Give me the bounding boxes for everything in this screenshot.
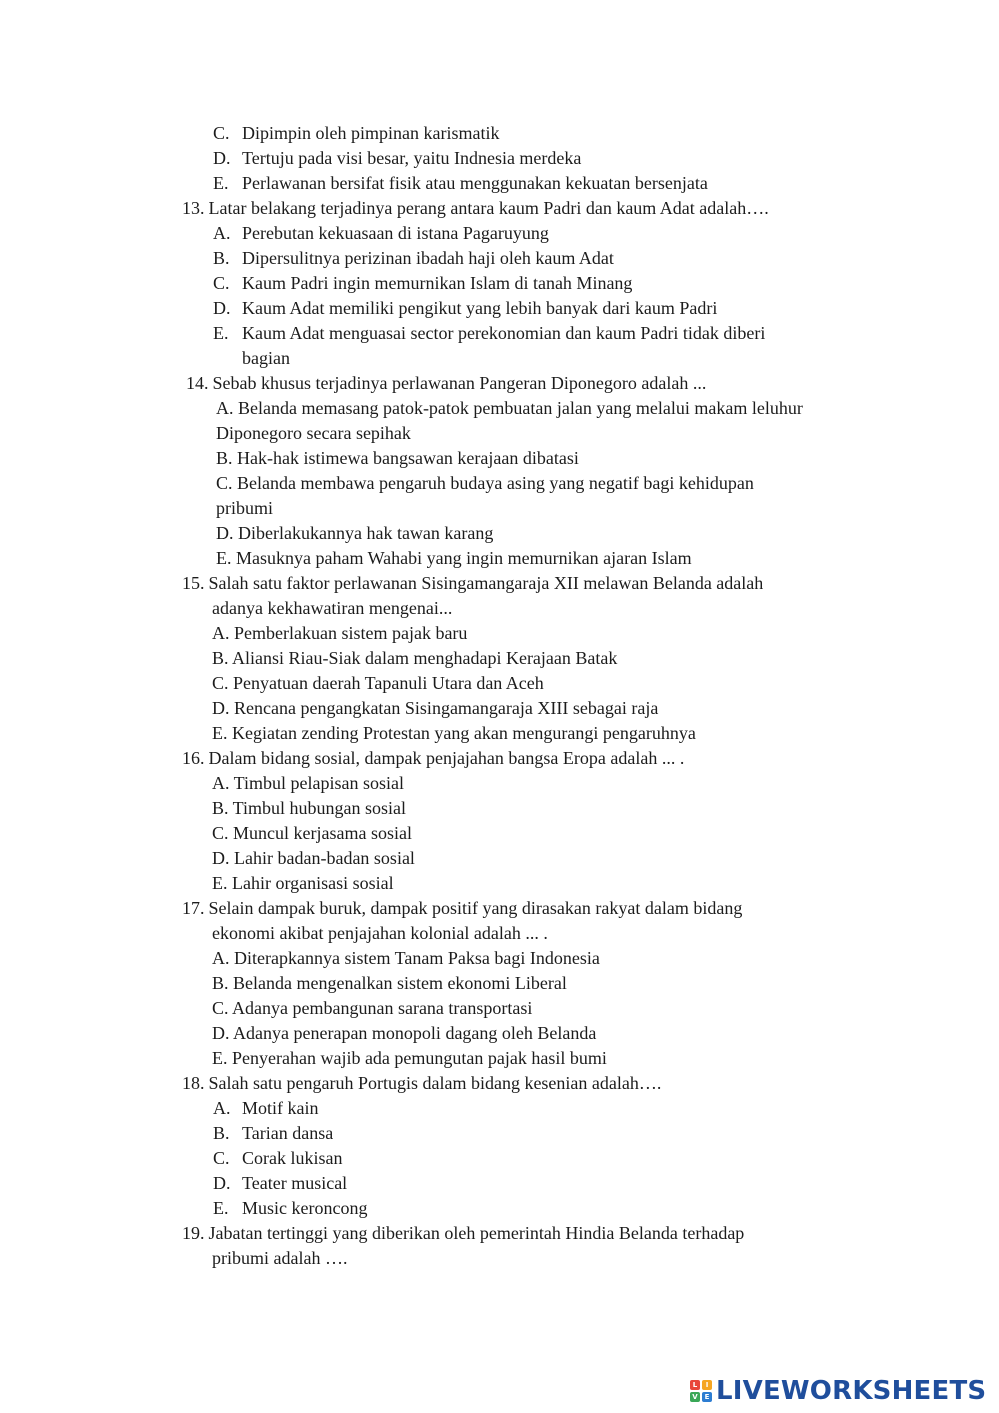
q13-option-d: D. Kaum Adat memiliki pengikut yang lebih banyak dari kaum Padri <box>213 298 718 318</box>
q17-option-a: A. Diterapkannya sistem Tanam Paksa bagi Indonesia <box>212 948 600 968</box>
q18-option-e: E. Music keroncong <box>213 1198 368 1218</box>
q16-option-d: D. Lahir badan-badan sosial <box>212 848 415 868</box>
q17-option-e: E. Penyerahan wajib ada pemungutan pajak hasil bumi <box>212 1048 607 1068</box>
logo-tile-v: V <box>690 1392 700 1402</box>
q15-option-d: D. Rencana pengangkatan Sisingamangaraja XIII sebagai raja <box>212 698 659 718</box>
q14-option-b: B. Hak-hak istimewa bangsawan kerajaan dibatasi <box>216 448 579 468</box>
q17-question: 17. Selain dampak buruk, dampak positif yang dirasakan rakyat dalam bidang <box>182 898 743 918</box>
q12-option-d: D. Tertuju pada visi besar, yaitu Indnesia merdeka <box>213 148 582 168</box>
q14-question: 14. Sebab khusus terjadinya perlawanan Pangeran Diponegoro adalah ... <box>186 373 707 393</box>
q15-question-cont: adanya kekhawatiran mengenai... <box>212 598 453 618</box>
logo-tile-e: E <box>702 1392 712 1402</box>
q13-option-a: A. Perebutan kekuasaan di istana Pagaruyung <box>213 223 549 243</box>
logo-tile-l: L <box>690 1380 700 1390</box>
q15-option-c: C. Penyatuan daerah Tapanuli Utara dan Aceh <box>212 673 544 693</box>
q18-option-a: A. Motif kain <box>213 1098 319 1118</box>
q16-option-a: A. Timbul pelapisan sosial <box>212 773 405 793</box>
logo-tile-i: I <box>702 1380 712 1390</box>
q14-option-c-cont: pribumi <box>216 498 273 518</box>
q14-option-e: E. Masuknya paham Wahabi yang ingin memurnikan ajaran Islam <box>216 548 692 568</box>
q13-option-c: C. Kaum Padri ingin memurnikan Islam di tanah Minang <box>213 273 633 293</box>
q12-option-e: E. Perlawanan bersifat fisik atau menggunakan kekuatan bersenjata <box>213 173 708 193</box>
q12-option-c: C. Dipimpin oleh pimpinan karismatik <box>213 123 500 143</box>
q17-option-d: D. Adanya penerapan monopoli dagang oleh Belanda <box>212 1023 597 1043</box>
q13-option-b: B. Dipersulitnya perizinan ibadah haji oleh kaum Adat <box>213 248 614 268</box>
q18-option-b: B. Tarian dansa <box>213 1123 334 1143</box>
q19-question: 19. Jabatan tertinggi yang diberikan oleh pemerintah Hindia Belanda terhadap <box>182 1223 745 1243</box>
q14-option-a: A. Belanda memasang patok-patok pembuatan jalan yang melalui makam leluhur <box>216 398 803 418</box>
q13-option-e-cont: bagian <box>242 348 290 368</box>
q13-question: 13. Latar belakang terjadinya perang antara kaum Padri dan kaum Adat adalah…. <box>182 198 769 218</box>
live-tiles-icon <box>690 1380 712 1402</box>
q16-question: 16. Dalam bidang sosial, dampak penjajahan bangsa Eropa adalah ... . <box>182 748 685 768</box>
q19-question-cont: pribumi adalah …. <box>212 1248 348 1268</box>
brand-name: LIVEWORKSHEETS <box>716 1376 987 1406</box>
q14-option-d: D. Diberlakukannya hak tawan karang <box>216 523 494 543</box>
q16-option-e: E. Lahir organisasi sosial <box>212 873 394 893</box>
q18-option-d: D. Teater musical <box>213 1173 348 1193</box>
q15-option-e: E. Kegiatan zending Protestan yang akan mengurangi pengaruhnya <box>212 723 696 743</box>
q18-option-c: C. Corak lukisan <box>213 1148 343 1168</box>
q15-option-b: B. Aliansi Riau-Siak dalam menghadapi Kerajaan Batak <box>212 648 618 668</box>
q17-option-b: B. Belanda mengenalkan sistem ekonomi Liberal <box>212 973 567 993</box>
q18-question: 18. Salah satu pengaruh Portugis dalam bidang kesenian adalah…. <box>182 1073 662 1093</box>
q16-option-c: C. Muncul kerjasama sosial <box>212 823 412 843</box>
q17-question-cont: ekonomi akibat penjajahan kolonial adalah ... . <box>212 923 548 943</box>
q15-question: 15. Salah satu faktor perlawanan Sisingamangaraja XII melawan Belanda adalah <box>182 573 764 593</box>
q16-option-b: B. Timbul hubungan sosial <box>212 798 407 818</box>
q15-option-a: A. Pemberlakuan sistem pajak baru <box>212 623 468 643</box>
q13-option-e: E. Kaum Adat menguasai sector perekonomian dan kaum Padri tidak diberi <box>213 323 766 343</box>
liveworksheets-logo[interactable] <box>690 1375 986 1407</box>
q17-option-c: C. Adanya pembangunan sarana transportasi <box>212 998 533 1018</box>
q14-option-c: C. Belanda membawa pengaruh budaya asing yang negatif bagi kehidupan <box>216 473 754 493</box>
q14-option-a-cont: Diponegoro secara sepihak <box>216 423 411 443</box>
